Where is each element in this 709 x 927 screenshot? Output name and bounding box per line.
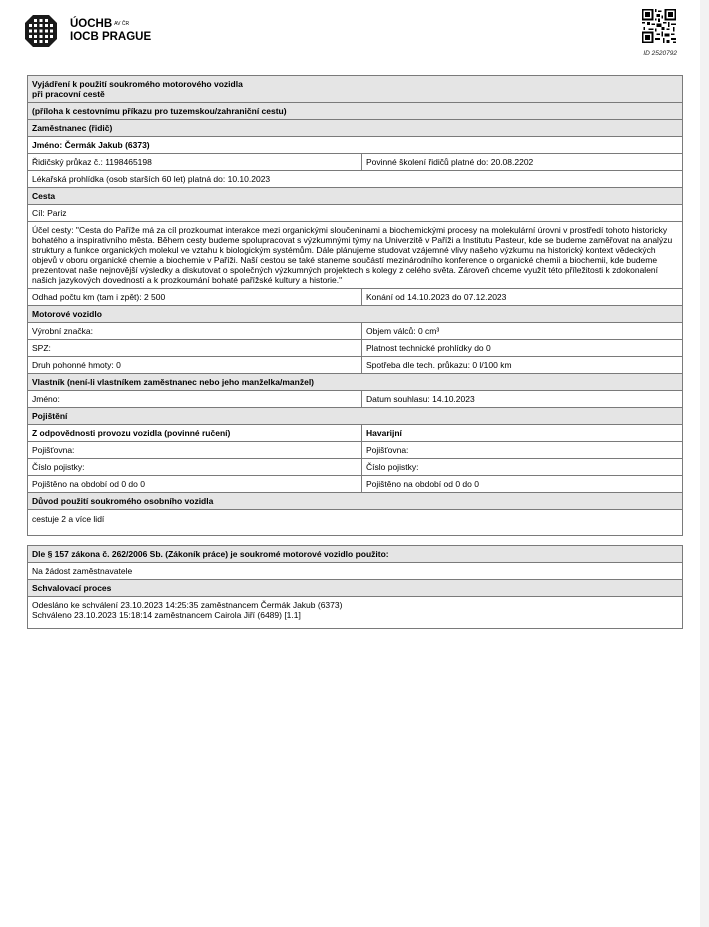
liability-policy: Číslo pojistky: — [28, 459, 362, 476]
accident-insurer: Pojišťovna: — [362, 442, 683, 459]
driver-training: Povinné školení řidičů platné do: 20.08.2202 — [362, 154, 683, 171]
trip-heading: Cesta — [28, 188, 683, 205]
approval-line-approved: Schváleno 23.10.2023 15:18:14 zaměstnancem Cairola Jiří (6489) [1.1] — [32, 610, 301, 620]
form-title-line1: Vyjádření k použití soukromého motorového vozidla — [32, 79, 243, 89]
form-title-line2: při pracovní cestě — [32, 89, 105, 99]
law-value: Na žádost zaměstnavatele — [28, 563, 683, 580]
vehicle-fuel: Druh pohonné hmoty: 0 — [28, 357, 362, 374]
vehicle-inspection: Platnost technické prohlídky do 0 — [362, 340, 683, 357]
section-spacer — [28, 536, 683, 546]
trip-destination: Cíl: Pariz — [28, 205, 683, 222]
vehicle-brand: Výrobní značka: — [28, 323, 362, 340]
form-table — [27, 75, 683, 629]
vehicle-spz: SPZ: — [28, 340, 362, 357]
iocb-logo — [24, 14, 151, 48]
liability-period: Pojištěno na období od 0 do 0 — [28, 476, 362, 493]
reason-heading: Důvod použití soukromého osobního vozidla — [28, 493, 683, 510]
vehicle-heading: Motorové vozidlo — [28, 306, 683, 323]
reason-value: cestuje 2 a více lidí — [28, 510, 683, 536]
accident-period: Pojištěno na období od 0 do 0 — [362, 476, 683, 493]
form-title — [28, 76, 683, 103]
approval-line-sent: Odesláno ke schválení 23.10.2023 14:25:35 zaměstnancem Čermák Jakub (6373) — [32, 600, 343, 610]
employee-name: Jméno: Čermák Jakub (6373) — [28, 137, 683, 154]
iocb-logo-icon — [24, 14, 58, 48]
owner-heading: Vlastník (není-li vlastníkem zaměstnanec nebo jeho manželka/manžel) — [28, 374, 683, 391]
trip-purpose: Účel cesty: "Cesta do Paříže má za cíl prozkoumat interakce mezi organickými sloučeninami a biochemickými procesy na molekulární úrovni v prostředí tohoto historicky bohatého a inspirativního města. Během cesty budeme spolupracovat s výzkumnými týmy na Univerzitě v Paříži a Institutu Pasteur, kde se budeme zaměřovat na analýzu struktury a funkce organických molekul ve vztahu k biologickým systémům. Dále plánujeme studovat vzájemné vlivy našeho výzkumu na historický kontext vědeckých objevů v oboru organické chemie a biochemie v Paříži. Naší cestou se také staneme součástí mezinárodního konference o organické chemii a biochemii, kde budeme prezentovat naše nejnovější výsledky a diskutovat o společných výzkumných projektech s kolegy z celého světa. Zároveň chceme využít této příležitosti k zdokonalení našich jazykových dovedností a k prozkoumání bohaté pařížské kultury a historie." — [28, 222, 683, 289]
law-heading: Dle § 157 zákona č. 262/2006 Sb. (Zákoník práce) je soukromé motorové vozidlo použito: — [28, 546, 683, 563]
form-subtitle: (příloha k cestovnímu příkazu pro tuzemskou/zahraniční cestu) — [28, 103, 683, 120]
employee-heading: Zaměstnanec (řidič) — [28, 120, 683, 137]
owner-consent-date: Datum souhlasu: 14.10.2023 — [362, 391, 683, 408]
medical-check: Lékařská prohlídka (osob starších 60 let) platná do: 10.10.2023 — [28, 171, 683, 188]
trip-dates: Konání od 14.10.2023 do 07.12.2023 — [362, 289, 683, 306]
approval-heading: Schvalovací proces — [28, 580, 683, 597]
logo-text — [70, 18, 151, 44]
vehicle-volume: Objem válců: 0 cm³ — [362, 323, 683, 340]
logo-line2: IOCB PRAGUE — [70, 31, 152, 43]
liability-insurer: Pojišťovna: — [28, 442, 362, 459]
qr-code-icon — [642, 9, 676, 43]
vehicle-consumption: Spotřeba dle tech. průkazu: 0 l/100 km — [362, 357, 683, 374]
logo-small: AV ČR — [114, 21, 130, 27]
trip-km: Odhad počtu km (tam i zpět): 2 500 — [28, 289, 362, 306]
driver-license: Řidičský průkaz č.: 1198465198 — [28, 154, 362, 171]
approval-log — [28, 597, 683, 629]
document-id: ID 2520792 — [643, 50, 677, 57]
logo-line1: ÚOCHB — [70, 18, 113, 30]
liability-heading: Z odpovědnosti provozu vozidla (povinné ručení) — [28, 425, 362, 442]
insurance-heading: Pojištění — [28, 408, 683, 425]
owner-name: Jméno: — [28, 391, 362, 408]
accident-policy: Číslo pojistky: — [362, 459, 683, 476]
accident-heading: Havarijní — [362, 425, 683, 442]
